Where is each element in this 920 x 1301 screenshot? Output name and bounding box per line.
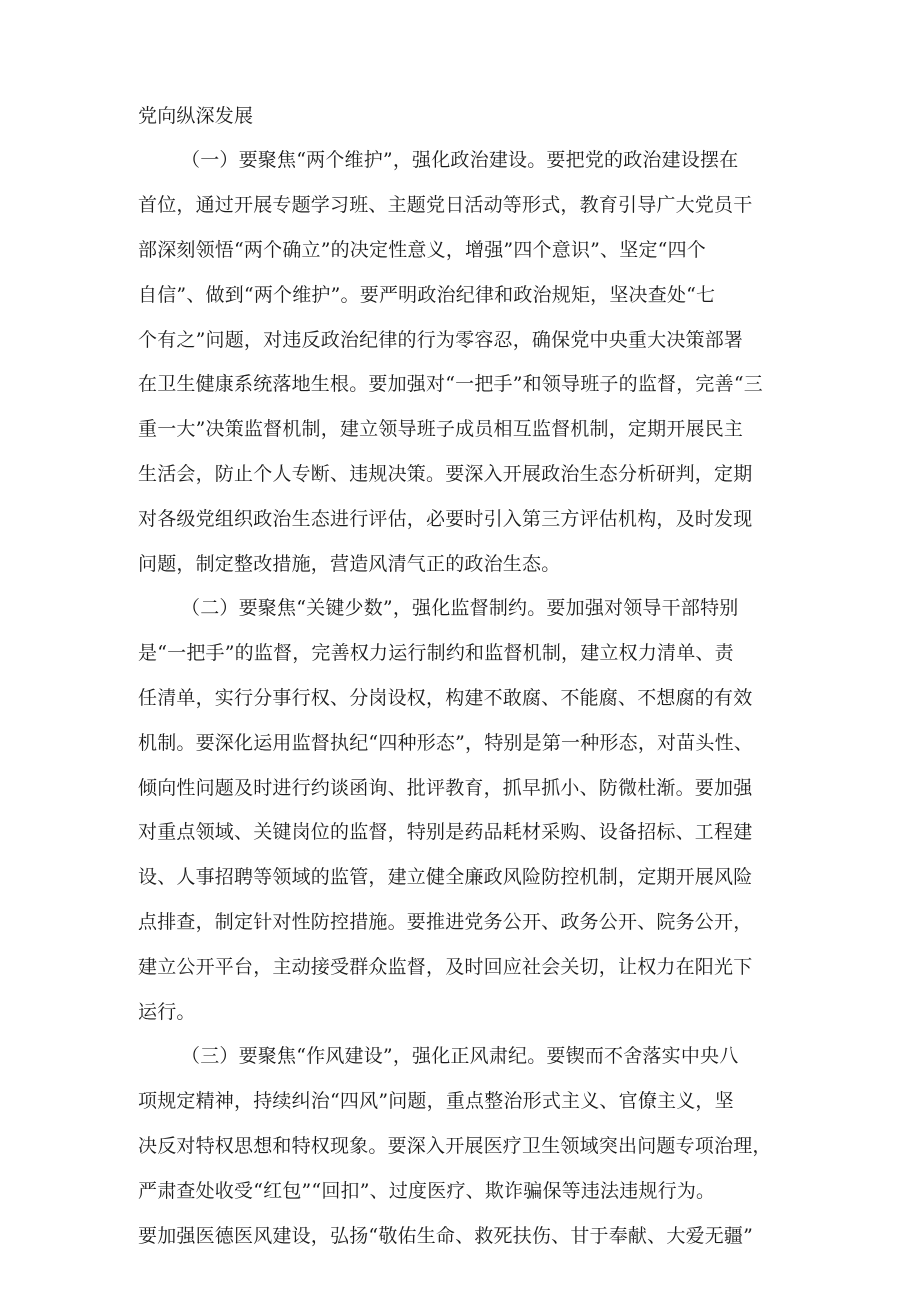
text-line: 是“一把手”的监督，完善权力运行制约和监督机制，建立权力清单、责 [138, 642, 734, 664]
text-line: 决反对特权思想和特权现象。要深入开展医疗卫生领域突出问题专项治理， [138, 1135, 772, 1157]
text-line: 重一大”决策监督机制，建立领导班子成员相互监督机制，定期开展民主 [138, 418, 744, 440]
text-line: 机制。要深化运用监督执纪“四种形态”，特别是第一种形态，对苗头性、 [138, 732, 754, 754]
paragraph-2-heading-line: （二）要聚焦“关键少数”，强化监督制约。要加强对领导干部特别 [181, 597, 739, 619]
text-line: 项规定精神，持续纠治“四风”问题，重点整治形式主义、官僚主义，坚 [138, 1090, 734, 1112]
text-line: 建立公开平台，主动接受群众监督，及时回应社会关切，让权力在阳光下 [138, 956, 753, 978]
text-line: 自信”、做到“两个维护”。要严明政治纪律和政治规矩，坚决查处“七 [138, 284, 716, 306]
text-line: 对重点领域、关键岗位的监督，特别是药品耗材采购、设备招标、工程建 [138, 821, 753, 843]
text-line: 任清单，实行分事行权、分岗设权，构建不敢腐、不能腐、不想腐的有效 [138, 687, 753, 709]
text-line: 个有之”问题，对违反政治纪律的行为零容忍，确保党中央重大决策部署 [138, 329, 744, 351]
paragraph-1-heading-line: （一）要聚焦“两个维护”，强化政治建设。要把党的政治建设摆在 [181, 149, 739, 171]
text-line: 在卫生健康系统落地生根。要加强对“一把手”和领导班子的监督，完善“三 [138, 373, 763, 395]
text-line: 党向纵深发展 [138, 105, 254, 127]
text-line: 部深刻领悟“两个确立”的决定性意义，增强”四个意识”、坚定“四个 [138, 239, 706, 261]
text-line: 运行。 [138, 1001, 196, 1023]
text-line: 严肃查处收受“红包”“回扣”、过度医疗、欺诈骗保等违法违规行为。 [138, 1180, 716, 1202]
text-line: 要加强医德医风建设，弘扬“敬佑生命、救死扶伤、甘于奉献、大爱无疆” [138, 1225, 754, 1247]
text-line: 倾向性问题及时进行约谈函询、批评教育，抓早抓小、防微杜渐。要加强 [138, 777, 753, 799]
text-line: 点排查，制定针对性防控措施。要推进党务公开、政务公开、院务公开， [138, 911, 753, 933]
text-line: 设、人事招聘等领域的监管，建立健全廉政风险防控机制，定期开展风险 [138, 866, 753, 888]
text-line: 首位，通过开展专题学习班、主题党日活动等形式，教育引导广大党员干 [138, 194, 753, 216]
paragraph-3-heading-line: （三）要聚焦“作风建设”，强化正风肃纪。要锲而不舍落实中央八 [181, 1045, 739, 1067]
text-line: 生活会，防止个人专断、违规决策。要深入开展政治生态分析研判，定期 [138, 463, 753, 485]
text-line: 问题，制定整改措施，营造风清气正的政治生态。 [138, 553, 561, 575]
text-line: 对各级党组织政治生态进行评估，必要时引入第三方评估机构，及时发现 [138, 508, 753, 530]
